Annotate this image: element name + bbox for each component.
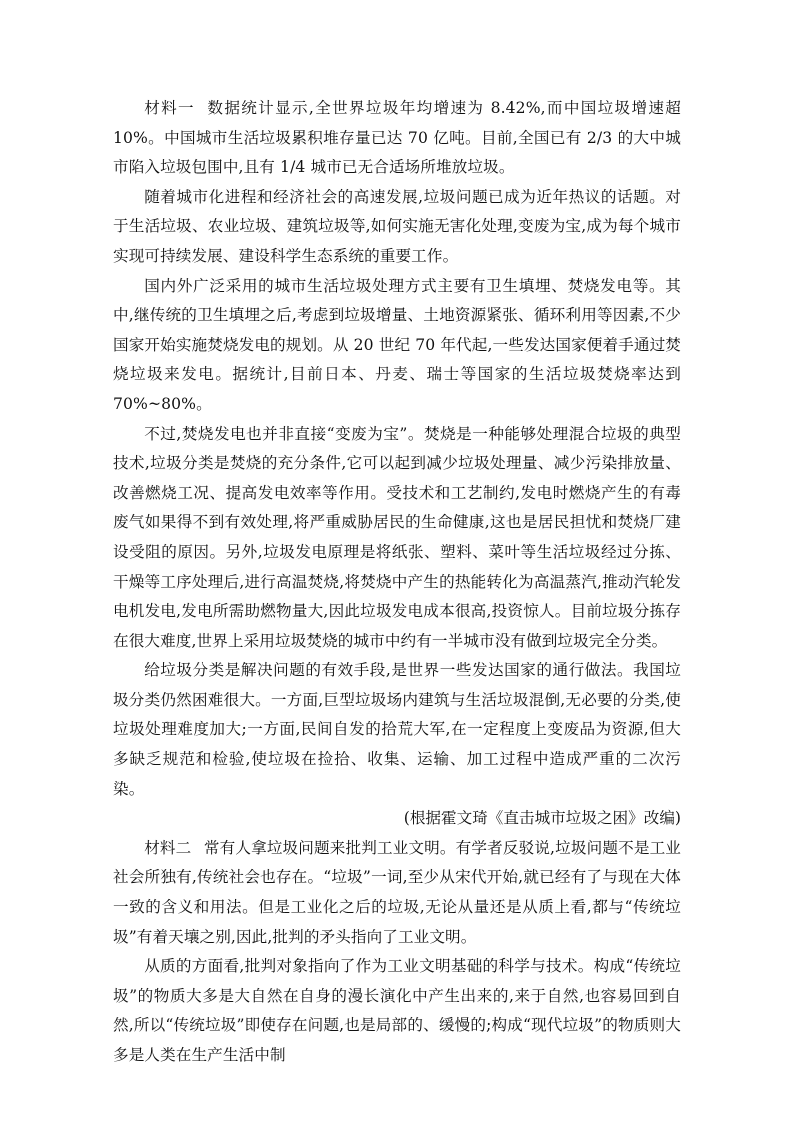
material2-paragraph-2: 从质的方面看,批判对象指向了作为工业文明基础的科学与技术。构成“传统垃圾”的物质大多是大自然在自身的漫长演化中产生出来的,来于自然,也容易回到自然,所以“传统垃圾”即使存在问题,也是局部的、缓慢的;构成“现代垃圾”的物质则大多是人类在生产生活中制 — [113, 957, 681, 1064]
material2-paragraph-1-text: 常有人拿垃圾问题来批判工业文明。有学者反驳说,垃圾问题不是工业社会所独有,传统社会也存在。“垃圾”一词,至少从宋代开始,就已经有了与现在大体一致的含义和用法。但是工业化之后的垃圾,无论从量还是从质上看,都与“传统垃圾”有着天壤之别,因此,批判的矛头指向了工业文明。 — [113, 838, 681, 946]
material1-paragraph-3: 国内外广泛采用的城市生活垃圾处理方式主要有卫生填埋、焚烧发电等。其中,继传统的卫生填埋之后,考虑到垃圾增量、土地资源紧张、循环利用等因素,不少国家开始实施焚烧发电的规划。从 20 世纪 70 年代起,一些发达国家便着手通过焚烧垃圾来发电。据统计,目前日本、丹麦、瑞士等国家的生活垃圾焚烧率达到 70%~80%。 — [113, 276, 681, 413]
material2-paragraph-1 — [113, 834, 681, 952]
material1-source-citation: (根据霍文琦《直击城市垃圾之困》改编) — [403, 809, 681, 828]
material1-paragraph-1 — [113, 94, 681, 183]
material1-label: 材料一 — [144, 99, 195, 117]
material1-paragraph-1-text: 数据统计显示,全世界垃圾年均增速为 8.42%,而中国垃圾增速超 10%。中国城市生活垃圾累积堆存量已达 70 亿吨。目前,全国已有 2/3 的大中城市陷入垃圾包围中,且有 1/4 城市已无合适场所堆放垃圾。 — [113, 99, 681, 177]
material1-paragraph-4: 不过,焚烧发电也并非直接“变废为宝”。焚烧是一种能够处理混合垃圾的典型技术,垃圾分类是焚烧的充分条件,它可以起到减少垃圾处理量、减少污染排放量、改善燃烧工况、提高发电效率等作用。受技术和工艺制约,发电时燃烧产生的有毒废气如果得不到有效处理,将严重威胁居民的生命健康,这也是居民担忧和焚烧厂建设受阻的原因。另外,垃圾发电原理是将纸张、塑料、菜叶等生活垃圾经过分拣、干燥等工序处理后,进行高温焚烧,将焚烧中产生的热能转化为高温蒸汽,推动汽轮发电机发电,发电所需助燃物量大,因此垃圾发电成本很高,投资惊人。目前垃圾分拣存在很大难度,世界上采用垃圾焚烧的城市中约有一半城市没有做到垃圾完全分类。 — [113, 424, 681, 650]
material2-label: 材料二 — [144, 838, 192, 857]
material1-paragraph-5: 给垃圾分类是解决问题的有效手段,是世界一些发达国家的通行做法。我国垃圾分类仍然困难很大。一方面,巨型垃圾场内建筑与生活垃圾混倒,无必要的分类,使垃圾处理难度加大;一方面,民间自发的拾荒大军,在一定程度上变废品为资源,但大多缺乏规范和检验,使垃圾在捡拾、收集、运输、加工过程中造成严重的二次污染。 — [113, 661, 681, 798]
document-page — [113, 94, 681, 1071]
material1-paragraph-2: 随着城市化进程和经济社会的高速发展,垃圾问题已成为近年热议的话题。对于生活垃圾、农业垃圾、建筑垃圾等,如何实施无害化处理,变废为宝,成为每个城市实现可持续发展、建设科学生态系统的重要工作。 — [113, 187, 681, 265]
